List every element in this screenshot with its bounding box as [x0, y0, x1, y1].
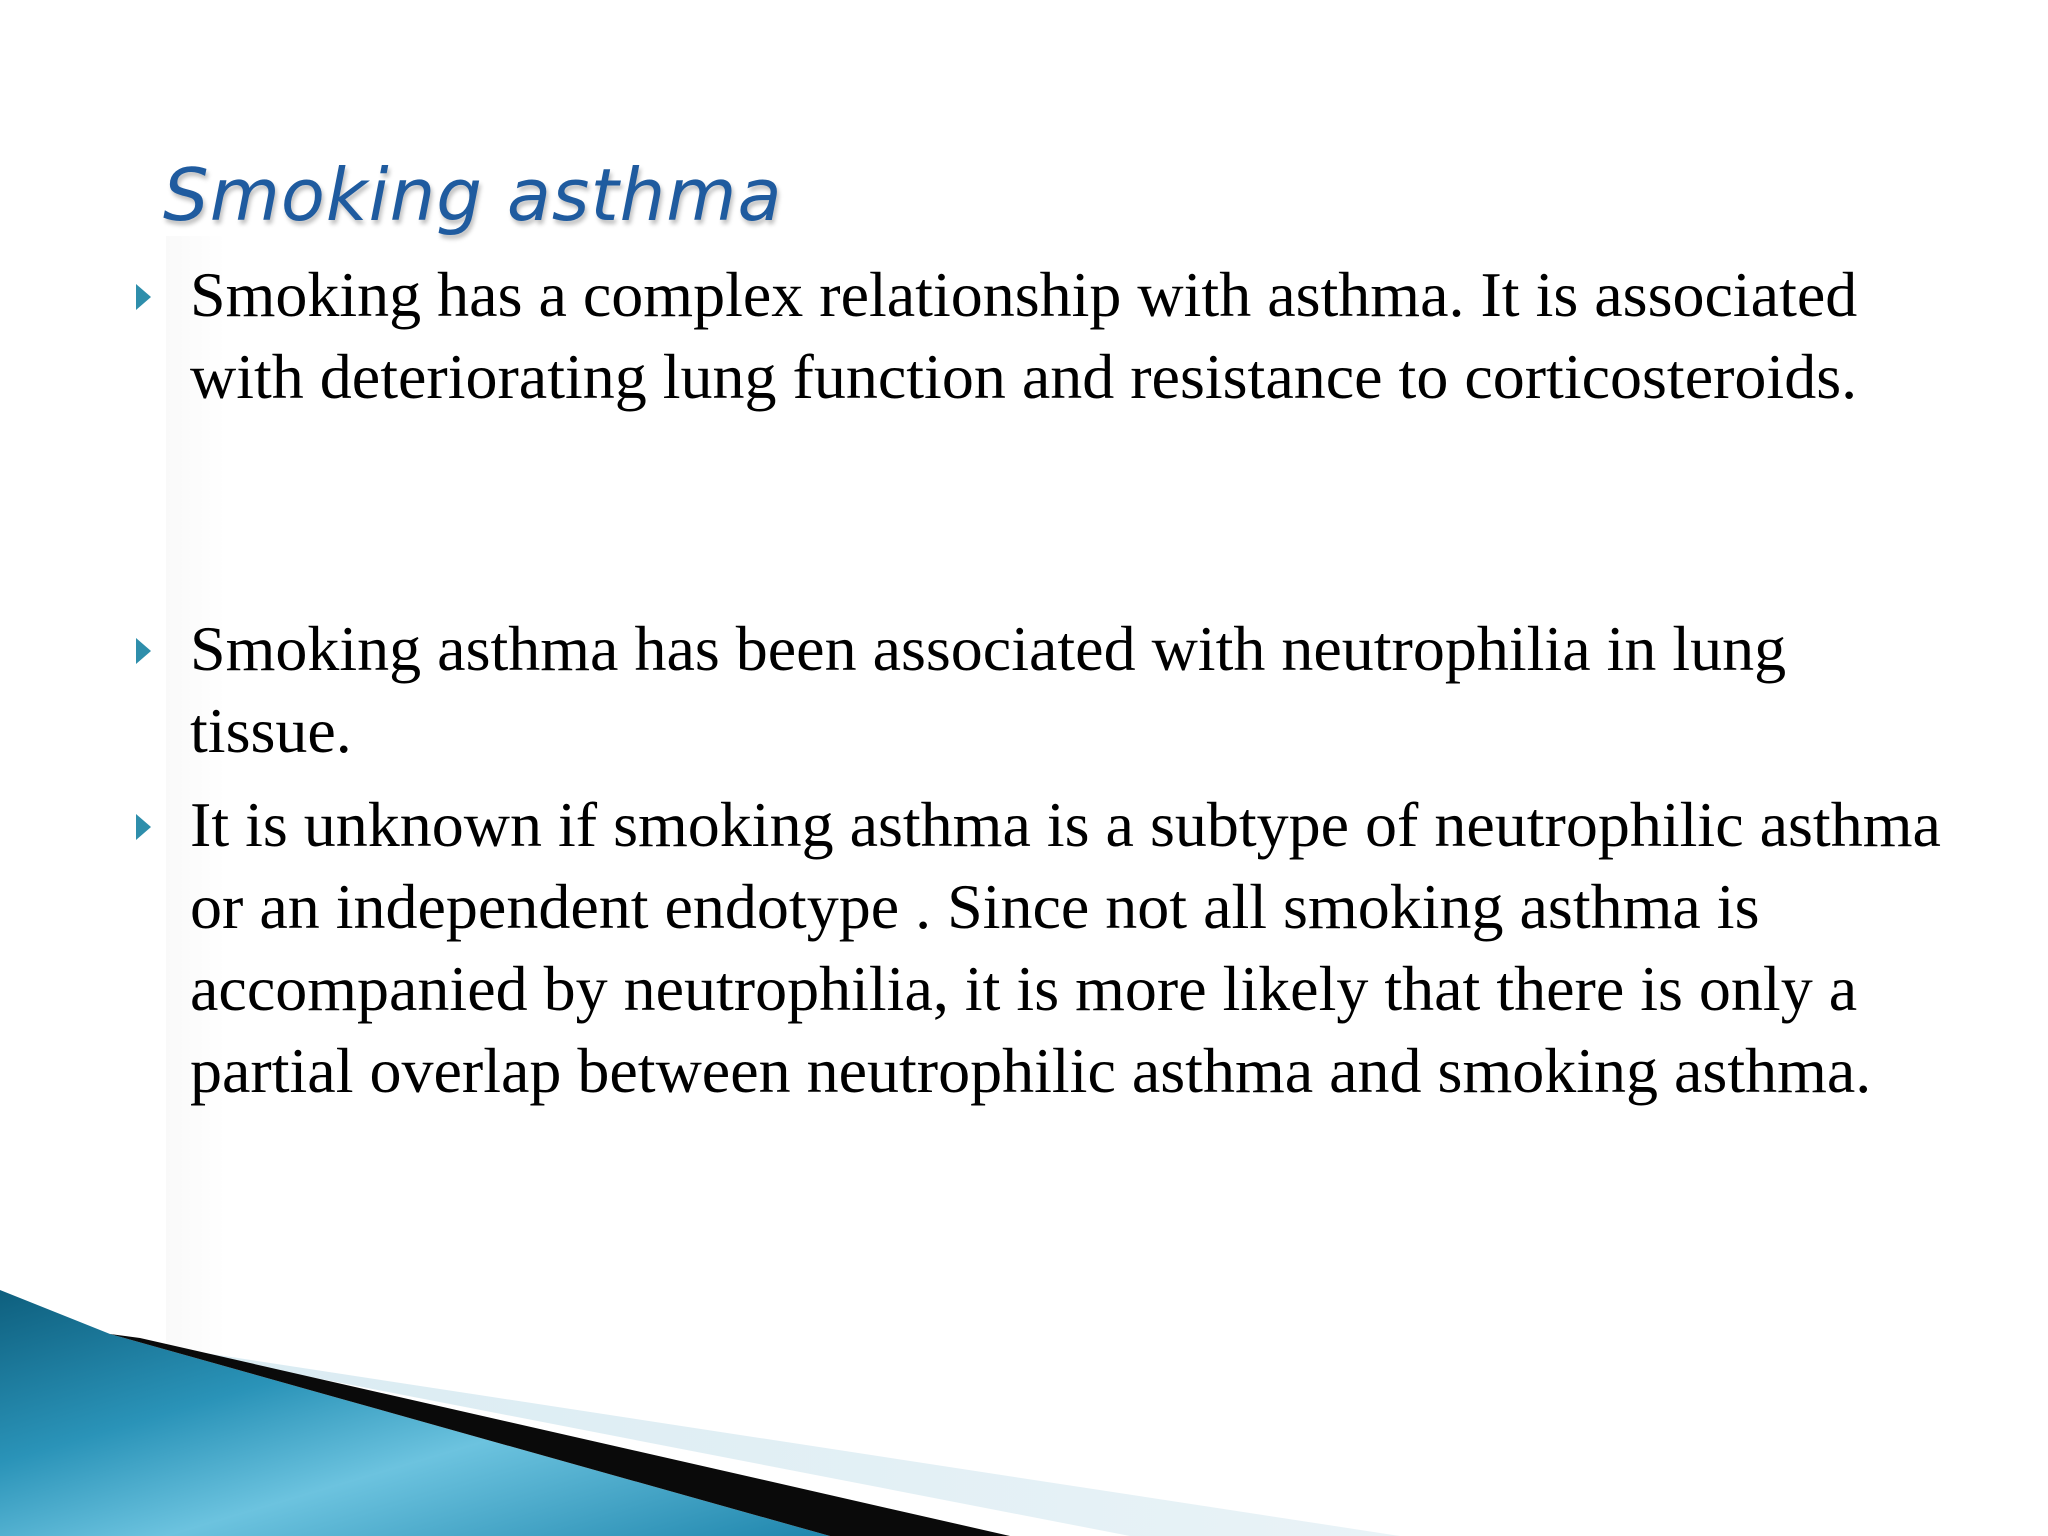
- decorative-swoosh: [0, 1290, 2048, 1536]
- bullet-text: Smoking asthma has been associated with neutrophilia in lung tissue.: [190, 613, 1787, 766]
- triangle-right-icon: [136, 814, 151, 840]
- bullet-item: [190, 608, 1950, 772]
- bullet-item: [190, 784, 1950, 1112]
- bullet-item: [190, 254, 1950, 418]
- triangle-right-icon: [136, 638, 151, 664]
- triangle-right-icon: [136, 284, 151, 310]
- bullet-text: It is unknown if smoking asthma is a subtype of neutrophilic asthma or an independent endotype . Since not all smoking asthma is accompanied by neutrophilia, it is more likely that there is only a partial overlap between neutrophilic asthma and smoking asthma.: [190, 789, 1941, 1106]
- bullet-text: Smoking has a complex relationship with asthma. It is associated with deteriorating lung function and resistance to corticosteroids.: [190, 259, 1858, 412]
- slide-title: Smoking asthma: [163, 153, 783, 237]
